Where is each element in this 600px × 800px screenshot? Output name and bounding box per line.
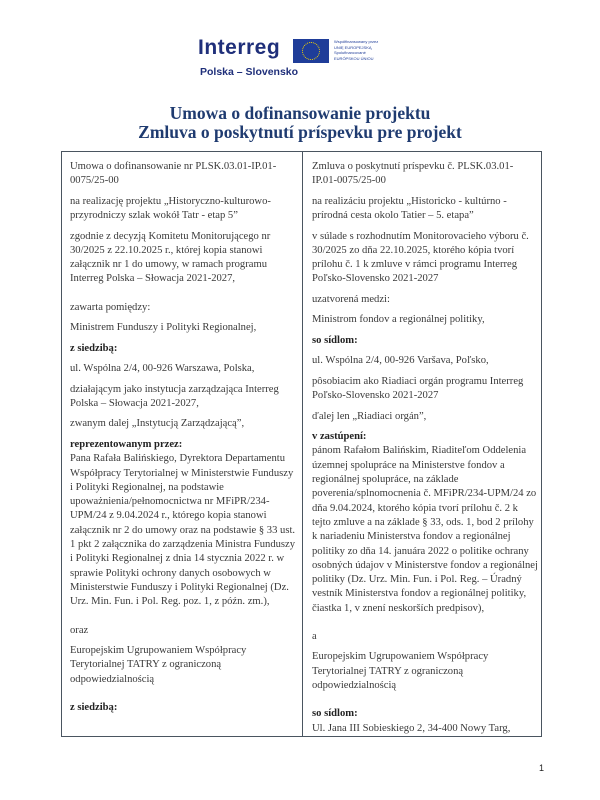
paragraph: ul. Wspólna 2/4, 00-926 Varšava, Poľsko, (312, 355, 489, 367)
interreg-logo (198, 36, 438, 86)
table-bottom-border (61, 736, 542, 737)
paragraph (312, 334, 538, 348)
bold-label: reprezentowanym przez: (70, 438, 183, 450)
paragraph: ul. Wspólna 2/4, 00-926 Warszawa, Polska, (70, 363, 255, 375)
paragraph: działającym jako instytucja zarządzająca Interreg Polska – Słowacja 2021-2027, (70, 383, 279, 409)
eu-text-line: Spolufinancované (334, 50, 366, 55)
paragraph: zawarta pomiędzy: (70, 301, 151, 313)
paragraph (70, 701, 296, 715)
bold-label: z siedzibą: (70, 342, 118, 354)
paragraph: Umowa o dofinansowanie nr PLSK.03.01-IP.01-0075/25-00 (70, 161, 277, 187)
paragraph (70, 438, 296, 452)
slovak-column (312, 160, 538, 742)
paragraph: v súlade s rozhodnutím Monitorovacieho výboru č. 30/2025 zo dňa 22.10.2025, ktorého kópia tvorí prílohu č. 1 k zmluve v rámci programu Interreg Poľsko-Slovensko 2021-2027 (312, 230, 529, 285)
logo-subtitle: Polska – Slovensko (200, 66, 299, 78)
document-title (0, 104, 600, 142)
paragraph (312, 430, 538, 444)
column-divider (302, 152, 303, 737)
bold-label: z siedzibą: (70, 701, 118, 713)
paragraph: Zmluva o poskytnutí príspevku č. PLSK.03.01-IP.01-0075/25-00 (312, 161, 514, 187)
eu-flag-icon (293, 39, 329, 63)
paragraph: Ul. Jana III Sobieskiego 2, 34-400 Nowy Targ, (312, 722, 511, 734)
paragraph: zgodnie z decyzją Komitetu Monitorującego nr 30/2025 z 22.10.2025 r., której kopia stanowi załącznik nr 1 do umowy, w ramach programu Interreg Polska – Słowacja 2021-2027, (70, 230, 271, 285)
paragraph: Ministrom fondov a regionálnej politiky, (312, 314, 485, 326)
paragraph: zwanym dalej „Instytucją Zarządzającą”, (70, 418, 245, 430)
paragraph: oraz (70, 624, 89, 636)
paragraph: Europejskim Ugrupowaniem Współpracy Terytorialnej TATRY z ograniczoną odpowiedzialnością (312, 651, 489, 692)
paragraph: Europejskim Ugrupowaniem Współpracy Terytorialnej TATRY z ograniczoną odpowiedzialnością (70, 645, 247, 685)
bold-label: so sídlom: (312, 708, 358, 720)
paragraph: a (312, 631, 317, 642)
paragraph (312, 707, 538, 721)
paragraph: pôsobiacim ako Riadiaci orgán programu Interreg Poľsko-Slovensko 2021-2027 (312, 375, 524, 402)
eu-text-line: UNIĘ EUROPEJSKĄ (334, 44, 372, 50)
eu-cofinancing-text (334, 39, 394, 61)
logo-name: Interreg (198, 36, 281, 59)
bold-label: so sídlom: (312, 334, 358, 346)
polish-column (70, 160, 296, 721)
paragraph: Ministrem Funduszy i Polityki Regionalnej, (70, 322, 257, 334)
eu-text-line: EURÓPSKOU ÚNIOU (334, 55, 374, 61)
paragraph: pánom Rafałom Balińskim, Riaditeľom Oddelenia územnej spolupráce na Ministerstve fondov a regionálnej spolupráce, na základe poverenia/splnomocnenia č. MFiPR/234-UPM/24 zo dňa 9.04.2024, ktorého kópia tvorí prílohu č. 2 k tejto zmluve a na základe § 33, ods. 1, bod 2 prílohy k nariadeniu Ministerstva fondov a regionálnej politiky zo dňa 14. januára 2022 o politike ochrany osobných údajov v Ministerstve fondov a regionálnej politiky (Dz. Urz. Min. Fun. i Pol. Reg. – Úradný vestník Ministerstva fondov a regionálnej politiky, čiastka 1, v znení neskorších predpisov), (312, 445, 538, 614)
paragraph: na realizáciu projektu „Historicko - kultúrno - prírodná cesta okolo Tatier – 5. etapa” (312, 195, 507, 222)
title-slovak: Zmluva o poskytnutí príspevku pre projekt (138, 122, 462, 142)
paragraph: ďalej len „Riadiaci orgán”, (312, 410, 427, 422)
paragraph: uzatvorená medzi: (312, 293, 390, 305)
bilingual-table (61, 151, 542, 737)
page-number: 1 (539, 763, 545, 773)
eu-text-line: Współfinansowany przez (334, 39, 379, 44)
bold-label: v zastúpení: (312, 431, 367, 443)
title-polish: Umowa o dofinansowanie projektu (169, 103, 431, 123)
paragraph: na realizację projektu „Historyczno-kulturowo-przyrodniczy szlak wokół Tatr - etap 5” (70, 195, 271, 222)
paragraph (70, 342, 296, 356)
eu-stars-icon (302, 42, 320, 60)
paragraph: Pana Rafała Balińskiego, Dyrektora Departamentu Współpracy Terytorialnej w Ministerstwie Funduszy i Polityki Regionalnej, na podstawie upoważnienia/pełnomocnictwa nr MFiPR/234-UPM/24 z 9.04.2024 r., którego kopia stanowi załącznik nr 2 do umowy oraz na podstawie § 33 ust. 1 pkt 2 załącznika do zarządzenia Ministra Funduszy i Polityki Regionalnej z dnia 14 stycznia 2022 r. w sprawie Polityki ochrony danych osobowych w Ministerstwie Funduszy i Polityki Regionalnej (Dz. Urz. Min. Fun. i Pol. Reg. poz. 1, z późn. zm.), (70, 453, 296, 608)
